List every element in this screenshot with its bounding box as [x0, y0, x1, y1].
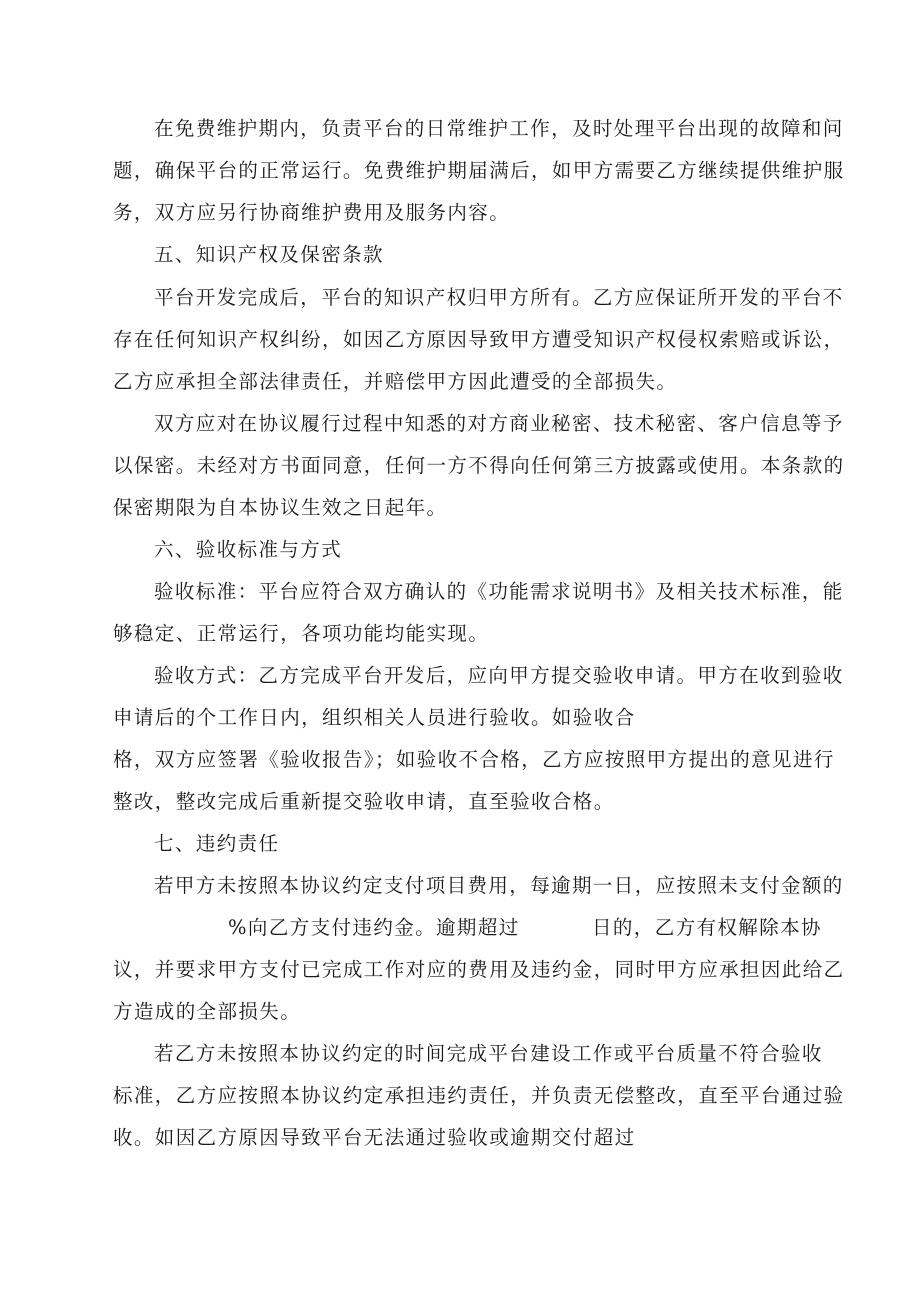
- paragraph-line: 验收方式：乙方完成平台开发后，应向甲方提交验收申请。甲方在收到验收: [154, 664, 844, 687]
- paragraph-line: 收。如因乙方原因导致平台无法通过验收或逾期交付超过: [113, 1126, 636, 1149]
- paragraph-line: 务，双方应另行协商维护费用及服务内容。: [113, 201, 511, 224]
- paragraph-line: 议，并要求甲方支付已完成工作对应的费用及违约金，同时甲方应承担因此给乙: [113, 958, 845, 981]
- paragraph-line: 存在任何知识产权纠纷，如因乙方原因导致甲方遭受知识产权侵权索赔或诉讼，: [113, 328, 845, 351]
- paragraph-line: 若乙方未按照本协议约定的时间完成平台建设工作或平台质量不符合验收: [154, 1042, 823, 1065]
- paragraph-line: 申请后的个工作日内，组织相关人员进行验收。如验收合: [113, 706, 636, 729]
- paragraph-line: 格，双方应签署《验收报告》；如验收不合格，乙方应按照甲方提出的意见进行: [113, 748, 835, 771]
- paragraph-line: 方造成的全部损失。: [113, 1000, 302, 1023]
- paragraph-line: 双方应对在协议履行过程中知悉的对方商业秘密、技术秘密、客户信息等予: [154, 412, 844, 435]
- paragraph-line-part: %向乙方支付违约金。逾期超过: [228, 916, 520, 939]
- paragraph-line: 保密期限为自本协议生效之日起年。: [113, 496, 448, 519]
- paragraph-line: 在免费维护期内，负责平台的日常维护工作，及时处理平台出现的故障和问: [154, 117, 844, 140]
- paragraph-line: 平台开发完成后，平台的知识产权归甲方所有。乙方应保证所开发的平台不: [154, 286, 844, 309]
- paragraph-line: 若甲方未按照本协议约定支付项目费用，每逾期一日，应按照未支付金额的: [154, 874, 844, 897]
- section-heading: 五、知识产权及保密条款: [154, 243, 384, 266]
- section-heading: 六、验收标准与方式: [154, 538, 343, 561]
- paragraph-line: 整改，整改完成后重新提交验收申请，直至验收合格。: [113, 790, 615, 813]
- paragraph-line: 乙方应承担全部法律责任，并赔偿甲方因此遭受的全部损失。: [113, 370, 678, 393]
- paragraph-line-part: 日的，乙方有权解除本协: [592, 916, 822, 939]
- paragraph-line: 验收标准：平台应符合双方确认的《功能需求说明书》及相关技术标准，能: [154, 580, 844, 603]
- paragraph-line: 够稳定、正常运行，各项功能均能实现。: [113, 622, 490, 645]
- paragraph-line: 标准，乙方应按照本协议约定承担违约责任，并负责无偿整改，直至平台通过验: [113, 1084, 845, 1107]
- section-heading: 七、违约责任: [154, 832, 280, 855]
- paragraph-line: 以保密。未经对方书面同意，任何一方不得向任何第三方披露或使用。本条款的: [113, 454, 845, 477]
- paragraph-line: 题，确保平台的正常运行。免费维护期届满后，如甲方需要乙方继续提供维护服: [113, 159, 845, 182]
